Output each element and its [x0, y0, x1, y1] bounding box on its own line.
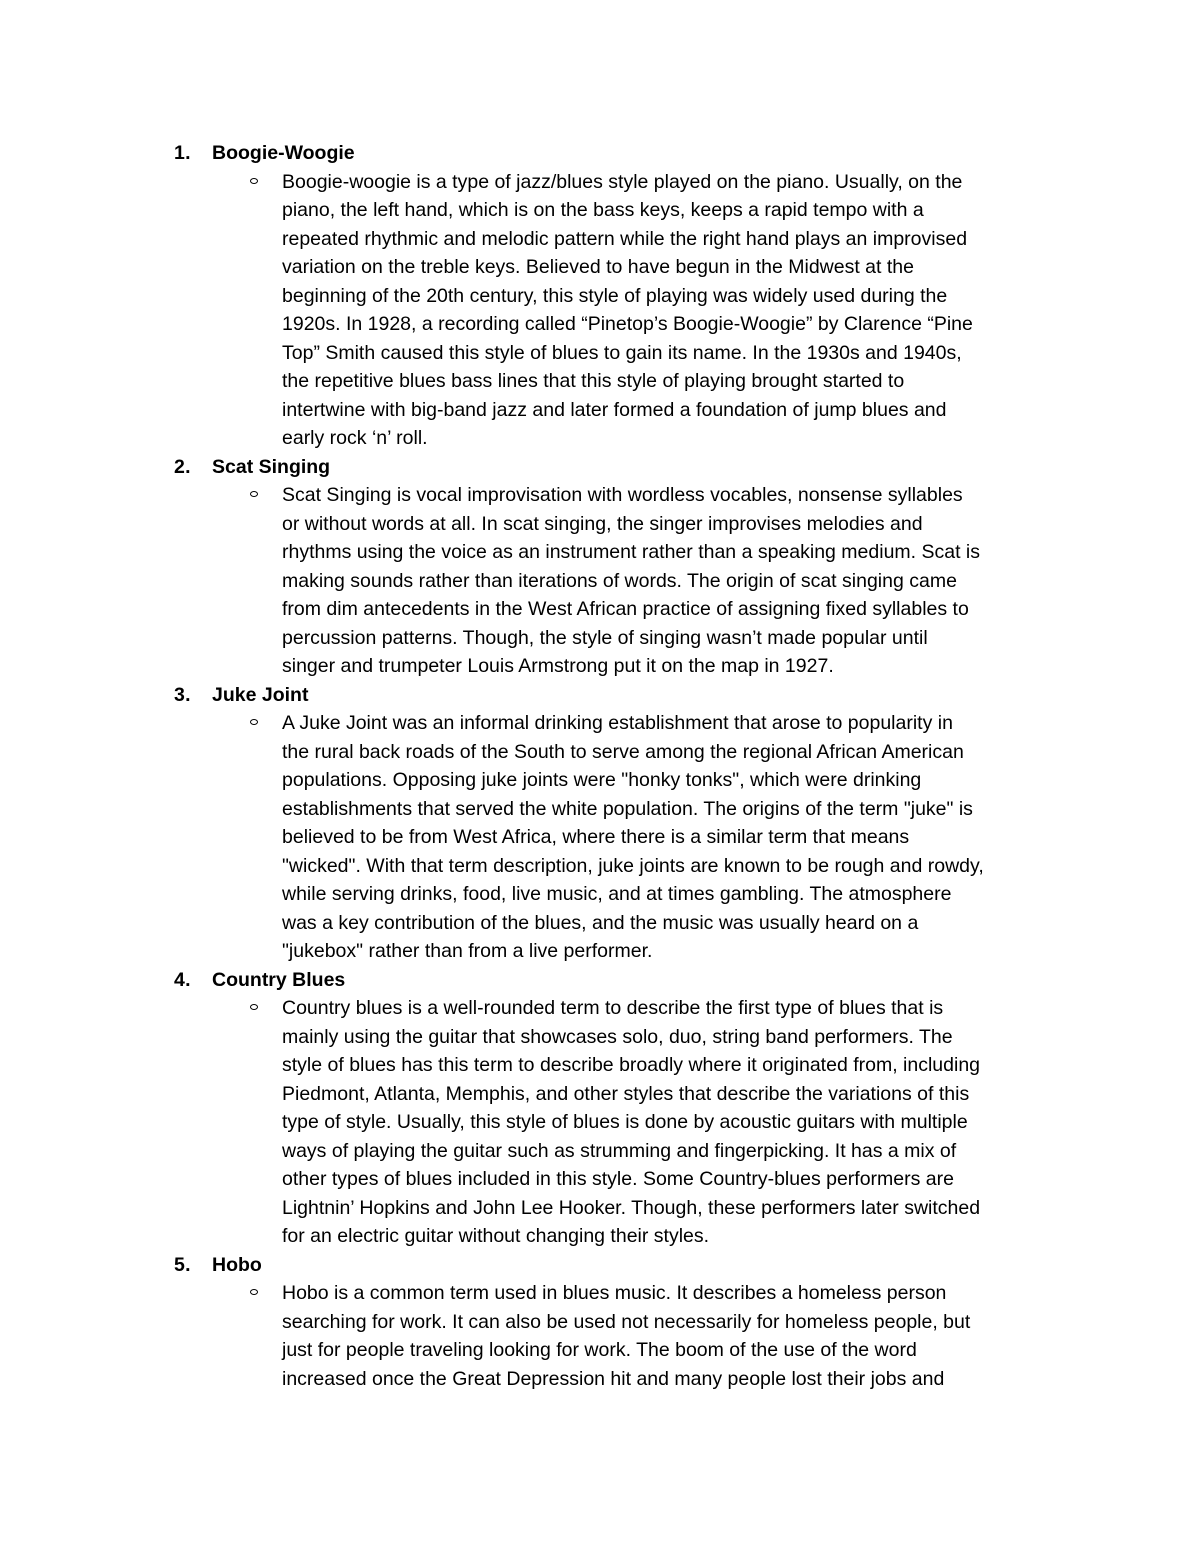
- list-item: [174, 681, 1074, 966]
- term-definition-list: [174, 994, 1074, 1251]
- text-line: Country blues is a well-rounded term to describe the first type of blues that is: [282, 997, 944, 1019]
- list-item: [174, 139, 1074, 453]
- text-line: increased once the Great Depression hit and many people lost their jobs and: [282, 1367, 945, 1390]
- text-line: the repetitive blues bass lines that this style of playing brought started to: [282, 370, 905, 392]
- term-definition-list: [174, 709, 1074, 966]
- text-line: early rock ‘n’ roll.: [282, 427, 428, 449]
- text-line: other types of blues included in this style. Some Country-blues performers are: [282, 1168, 954, 1190]
- term-heading: [174, 681, 1074, 710]
- text-line: believed to be from West Africa, where there is a similar term that means: [282, 826, 910, 848]
- term-title: Country Blues: [212, 968, 346, 991]
- text-line: for an electric guitar without changing their styles.: [282, 1225, 710, 1247]
- text-line: populations. Opposing juke joints were "honky tonks", which were drinking: [282, 769, 922, 791]
- text-line: searching for work. It can also be used not necessarily for homeless people, but: [282, 1310, 971, 1333]
- text-line: variation on the treble keys. Believed to have begun in the Midwest at the: [282, 256, 914, 278]
- text-line: singer and trumpeter Louis Armstrong put it on the map in 1927.: [282, 655, 834, 677]
- term-definition: [174, 709, 1074, 966]
- text-line: repeated rhythmic and melodic pattern while the right hand plays an improvised: [282, 227, 968, 250]
- text-line: style of blues has this term to describe broadly where it originated from, including: [282, 1054, 981, 1076]
- text-line: the rural back roads of the South to serve among the regional African American: [282, 740, 964, 763]
- text-line: from dim antecedents in the West African practice of assigning fixed syllables to: [282, 598, 969, 620]
- term-heading: [174, 139, 1074, 168]
- list-item: [174, 966, 1074, 1251]
- term-title: Juke Joint: [212, 683, 309, 706]
- term-number: 2.: [174, 455, 191, 478]
- term-heading: [174, 966, 1074, 995]
- text-line: making sounds rather than iterations of words. The origin of scat singing came: [282, 569, 957, 592]
- term-title: Hobo: [212, 1253, 262, 1276]
- text-line: 1920s. In 1928, a recording called “Pinetop’s Boogie-Woogie” by Clarence “Pine: [282, 313, 973, 335]
- text-line: "jukebox" rather than from a live performer.: [282, 940, 653, 962]
- hollow-circle-bullet-icon: [250, 491, 258, 497]
- text-line: type of style. Usually, this style of blues is done by acoustic guitars with multiple: [282, 1111, 968, 1133]
- list-item: [174, 453, 1074, 681]
- list-item: [174, 1251, 1074, 1394]
- hollow-circle-bullet-icon: [250, 1289, 258, 1295]
- text-line: just for people traveling looking for work. The boom of the use of the word: [282, 1339, 917, 1361]
- term-definition-list: [174, 481, 1074, 681]
- term-number: 4.: [174, 968, 191, 991]
- text-line: beginning of the 20th century, this style of playing was widely used during the: [282, 284, 948, 307]
- hollow-circle-bullet-icon: [250, 719, 258, 725]
- text-line: A Juke Joint was an informal drinking establishment that arose to popularity in: [282, 712, 953, 734]
- text-line: piano, the left hand, which is on the bass keys, keeps a rapid tempo with a: [282, 199, 924, 221]
- text-line: Hobo is a common term used in blues music. It describes a homeless person: [282, 1282, 947, 1304]
- text-line: while serving drinks, food, live music, and at times gambling. The atmosphere: [282, 883, 952, 905]
- hollow-circle-bullet-icon: [250, 178, 258, 184]
- term-definition: [174, 994, 1074, 1251]
- text-line: or without words at all. In scat singing, the singer improvises melodies and: [282, 512, 923, 535]
- term-heading: [174, 1251, 1074, 1280]
- text-line: Boogie-woogie is a type of jazz/blues style played on the piano. Usually, on the: [282, 170, 963, 193]
- text-line: mainly using the guitar that showcases solo, duo, string band performers. The: [282, 1025, 953, 1048]
- text-line: intertwine with big-band jazz and later formed a foundation of jump blues and: [282, 398, 947, 421]
- term-definition: [174, 168, 1074, 453]
- text-line: was a key contribution of the blues, and the music was usually heard on a: [282, 911, 919, 934]
- hollow-circle-bullet-icon: [250, 1004, 258, 1010]
- term-definition: [174, 1279, 1074, 1393]
- term-definition: [174, 481, 1074, 681]
- text-line: Top” Smith caused this style of blues to gain its name. In the 1930s and 1940s,: [282, 341, 962, 364]
- glossary-list: [174, 139, 1074, 1393]
- term-definition-list: [174, 1279, 1074, 1393]
- term-title: Scat Singing: [212, 455, 331, 478]
- term-number: 5.: [174, 1253, 191, 1276]
- term-heading: [174, 453, 1074, 482]
- text-line: establishments that served the white population. The origins of the term "juke" is: [282, 797, 973, 820]
- term-number: 3.: [174, 683, 191, 706]
- term-number: 1.: [174, 142, 191, 164]
- text-line: percussion patterns. Though, the style of singing wasn’t made popular until: [282, 626, 928, 649]
- term-definition-list: [174, 168, 1074, 453]
- term-title: Boogie-Woogie: [212, 142, 355, 164]
- text-line: rhythms using the voice as an instrument rather than a speaking medium. Scat is: [282, 541, 981, 563]
- text-line: ways of playing the guitar such as strumming and fingerpicking. It has a mix of: [282, 1139, 957, 1162]
- text-line: "wicked". With that term description, juke joints are known to be rough and rowdy,: [282, 854, 984, 877]
- text-line: Piedmont, Atlanta, Memphis, and other styles that describe the variations of this: [282, 1082, 970, 1105]
- text-line: Scat Singing is vocal improvisation with wordless vocables, nonsense syllables: [282, 484, 963, 506]
- text-line: Lightnin’ Hopkins and John Lee Hooker. Though, these performers later switched: [282, 1196, 981, 1219]
